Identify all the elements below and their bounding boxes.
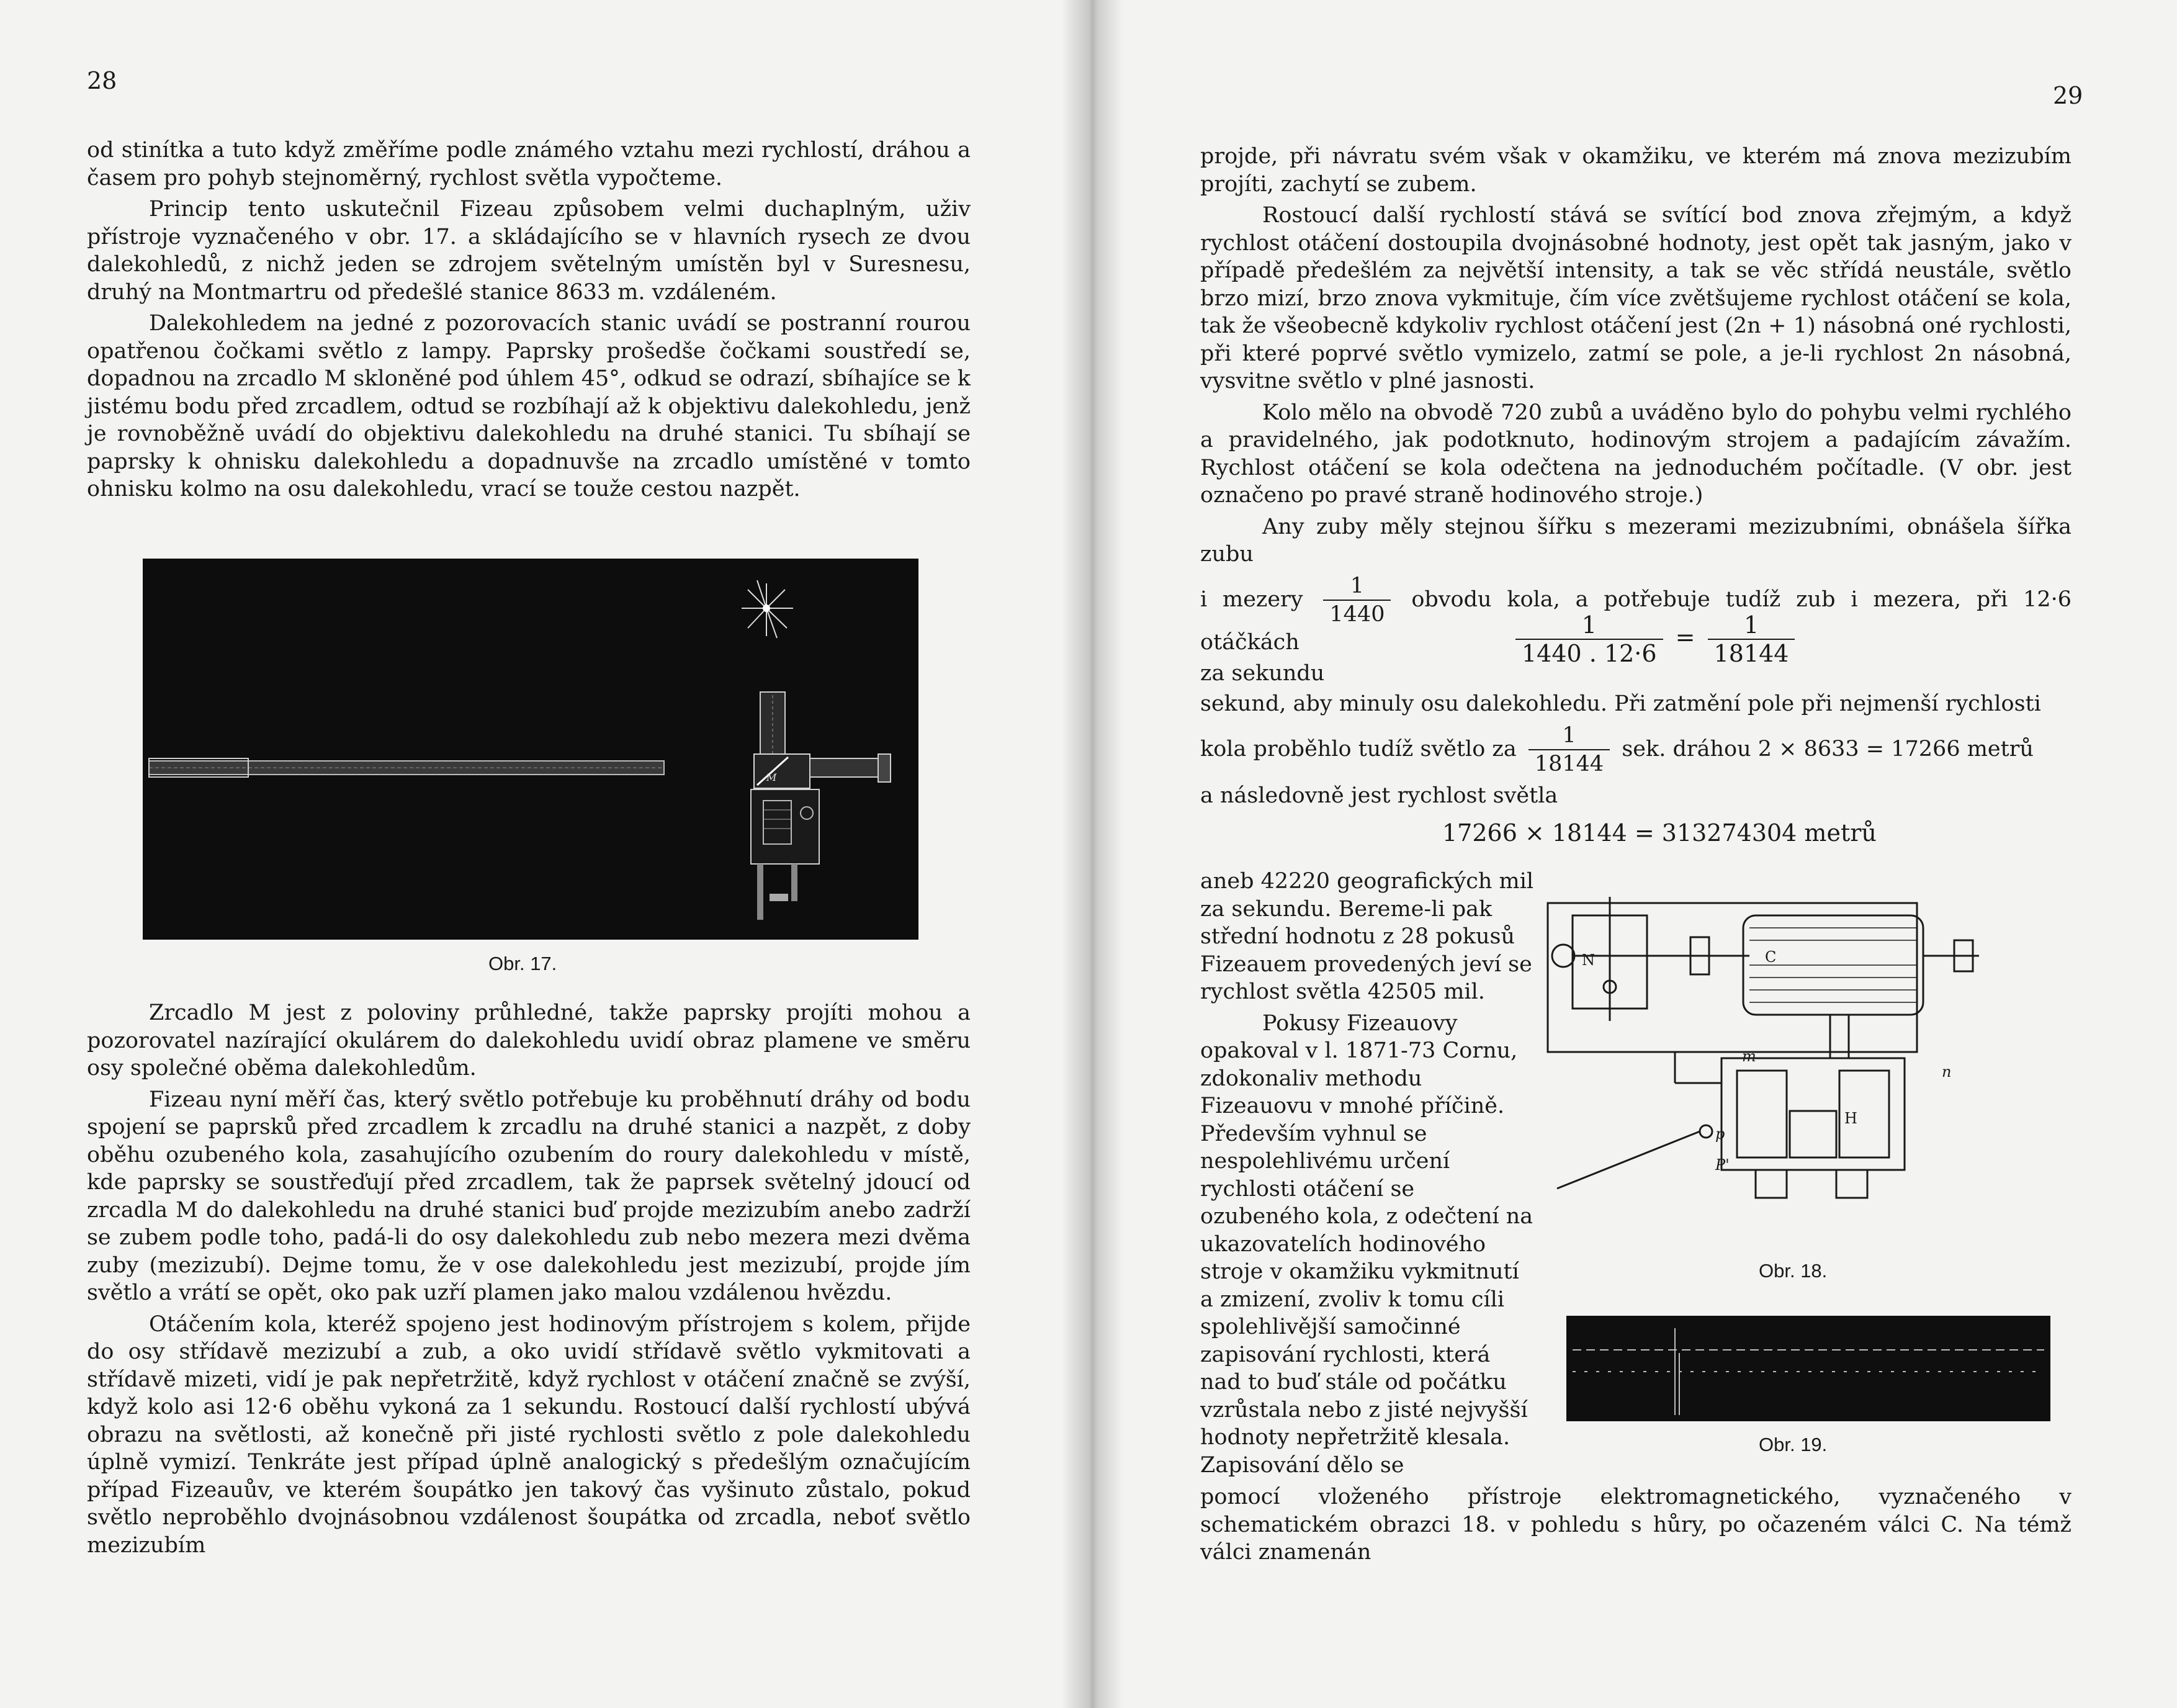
label-p-prime: P' <box>1715 1156 1730 1174</box>
figure-19-recording-strip <box>1566 1316 2050 1421</box>
figure-caption: Obr. 19. <box>1759 1434 1828 1455</box>
paragraph: Zrcadlo M jest z poloviny průhledné, takže paprsky projíti mohou a pozorovatel nazírající okulárem do dalekohledu uvidí obraz plamene ve směru osy společné oběma dalekohledům. <box>87 1000 971 1081</box>
paragraph: projde, při návratu svém však v okamžiku, ve kterém má znova mezizubím projíti, zachytí se zubem. <box>1200 144 2072 197</box>
right-text-bottom <box>1200 1483 2072 1570</box>
label-h: H <box>1844 1110 1857 1127</box>
left-page <box>0 0 1088 1708</box>
book-gutter-shadow <box>1061 0 1123 1708</box>
equation-1: $\frac{1}{1440 . 12\cdot 6}$ = $\frac{1}{18144}$ <box>1510 611 1800 667</box>
label-p: p <box>1715 1125 1725 1143</box>
page-number: 29 <box>2053 82 2083 109</box>
right-text-mid <box>1200 690 2072 813</box>
paragraph: Rostoucí další rychlostí stává se svítící bod znova zřejmým, a když rychlost otáčení dostoupila dvojnásobné hodnoty, jest opět tak jasným, jako v případě předešlém za největší intensity, a tak se věc střídá neustále, světlo brzo mizí, brzo znova vykmituje, čím více zvětšujeme rychlost otáčení se kola, tak že všeobecně kdykoliv rychlost otáčení jest (2n + 1) násobná oné rychlosti, při které poprvé světlo vymizelo, zatmí se pole, a je-li rychlost 2n násobná, vysvitne světlo v plné jasnosti. <box>1200 203 2072 393</box>
fraction-line: kola proběhlo tudíž světlo za $\frac{1}{18144}$ sek. dráhou 2 ⨯ 8633 = 17266 metrů <box>1200 722 2034 776</box>
right-text-top <box>1200 143 2072 691</box>
right-text-column <box>1200 868 1535 1483</box>
fraction-line: i mezery $\frac{1}{1440}$ obvodu kola, a potřebuje tudíž zub i mezera, při 12·6 otáčkách <box>1200 573 2072 655</box>
paragraph: a následovně jest rychlost světla <box>1200 783 1558 808</box>
paragraph: Dalekohledem na jedné z pozorovacích stanic uvádí se postranní rourou opatřenou čočkami světlo z lampy. Paprsky prošedše čočkami soustředí se, dopadnou na zrcadlo M skloněné pod úhlem 45°, odkud se odrazí, sbíhajíce se k jistému bodu před zrcadlem, odtud se rozbíhají až k objektivu dalekohledu, jenž je rovnoběžně uvádí do objektivu dalekohledu na druhé stanici. Tu sbíhají se paprsky k ohnisku dalekohledu a dopadnuvše na zrcadlo umístěné v tomto ohnisku kolmo na osu dalekohledu, vrací se touže cestou nazpět. <box>87 311 971 501</box>
label-c: C <box>1765 948 1777 966</box>
figure-caption: Obr. 17. <box>488 953 557 974</box>
paragraph: pomocí vloženého přístroje elektromagnetického, vyznačeného v schematickém obrazci 18. v pohledu s hůry, po očazeném válci C. Na témž válci znamenán <box>1200 1485 2072 1565</box>
label-m: m <box>1742 1048 1756 1065</box>
paragraph: Pokusy Fizeauovy opakoval v l. 1871-73 Cornu, zdokonaliv methodu Fizeauovu v mnohé příčině. Především vyhnul se nespolehlivému určení rychlosti otáčení se ozubeného kola, z odečtení na ukazovatelích hodinového stroje v okamžiku vykmitnutí a zmizení, zvoliv k tomu cíli spolehlivější samočinné zapisování rychlosti, která nad to buď stále od počátku vzrůstala nebo z jisté nejvyšší hodnoty nepřetržitě klesala. Zapisování dělo se <box>1200 1010 1533 1478</box>
fraction: $\frac{1}{1440}$ <box>1323 572 1391 629</box>
paragraph: Kolo mělo na obvodě 720 zubů a uváděno bylo do pohybu velmi rychlého a pravidelného, jak podotknuto, hodinovým strojem a padajícím závažím. Rychlost otáčení se kola odečtena na jednoduchém počítadle. (V obr. jest označeno po pravé straně hodinového stroje.) <box>1200 400 2072 508</box>
right-page <box>1088 0 2177 1708</box>
equation-2: 17266 ⨯ 18144 = 313274304 metrů <box>1442 819 1877 847</box>
paragraph: Otáčením kola, kteréž spojeno jest hodinovým přístrojem s kolem, přijde do osy střídavě mezizubí a zub, a oko uvidí střídavě světlo vykmitovati a střídavě mizeti, vidí je pak nepřetržitě, když rychlost v otáčení značně se zvýší, když kolo asi 12·6 oběhu vykoná za 1 sekundu. Rostoucí další rychlostí ubývá obrazu na světlosti, až konečně při jisté rychlosti světlo z pole dalekohledu úplně vymizí. Tenkráte jest případ úplně analogický s předešlým označujícím případ Fizeauův, ve kterém šoupátko jen takový čas vyšinuto zůstalo, pokud světlo neproběhlo dvojnásobnou vzdálenost šoupátka od zrcadla, neboť světlo mezizubím <box>87 1311 971 1558</box>
label-n: N <box>1582 951 1595 969</box>
mirror-label-m: M <box>766 771 777 783</box>
paragraph: Princip tento uskutečnil Fizeau způsobem velmi duchaplným, uživ přístroje vyznačeného v obr. 17. a skládajícího se v hlavních rysech ze dvou dalekohledů, z nichž jeden se zdrojem světelným umístěn byl v Suresnesu, druhý na Montmartru od předešlé stanice 8633 m. vzdáleném. <box>87 197 971 305</box>
paragraph: od stinítka a tuto když změříme podle známého vztahu mezi rychlostí, dráhou a časem pro pohyb stejnoměrný, rychlost světla vypočteme. <box>87 138 971 191</box>
figure-caption: Obr. 18. <box>1759 1260 1828 1282</box>
page-number: 28 <box>87 67 117 94</box>
paragraph: sekund, aby minuly osu dalekohledu. Při zatmění pole při nejmenší rychlosti <box>1200 691 2041 716</box>
figure-17-apparatus <box>143 559 918 940</box>
paragraph: Fizeau nyní měří čas, který světlo potřebuje ku proběhnutí dráhy od bodu spojení se paprsků před zrcadlem k zrcadlu na druhé stanici a nazpět, z doby oběhu ozubeného kola, zasahujícího ozubením do roury dalekohledu v místě, kde paprsky se soustřeďují před zrcadlem, tak že paprsek světelný jdoucí od zrcadla M do dalekohledu na druhé stanici buď projde mezizubím anebo zadrží se zubem podle toho, padá-li do osy dalekohledu zub nebo mezera mezi dvěma zuby (mezizubí). Dejme tomu, že v ose dalekohledu jest mezizubí, projde jím světlo a vrátí se opět, oko pak uzří plamen jako malou vzdálenou hvězdu. <box>87 1087 971 1305</box>
paragraph: za sekundu <box>1200 661 1325 686</box>
label-n-small: n <box>1942 1063 1952 1081</box>
paragraph: Any zuby měly stejnou šířku s mezerami mezizubními, obnášela šířka zubu <box>1200 514 2072 567</box>
paragraph: aneb 42220 geografických mil za sekundu. Bereme-li pak střední hodnotu z 28 pokusů Fizeauem provedených jeví se rychlost světla 42505 mil. <box>1200 869 1534 1004</box>
left-text-bottom <box>87 999 971 1563</box>
figure-18-schematic <box>1545 878 2072 1251</box>
left-text-top <box>87 137 971 507</box>
